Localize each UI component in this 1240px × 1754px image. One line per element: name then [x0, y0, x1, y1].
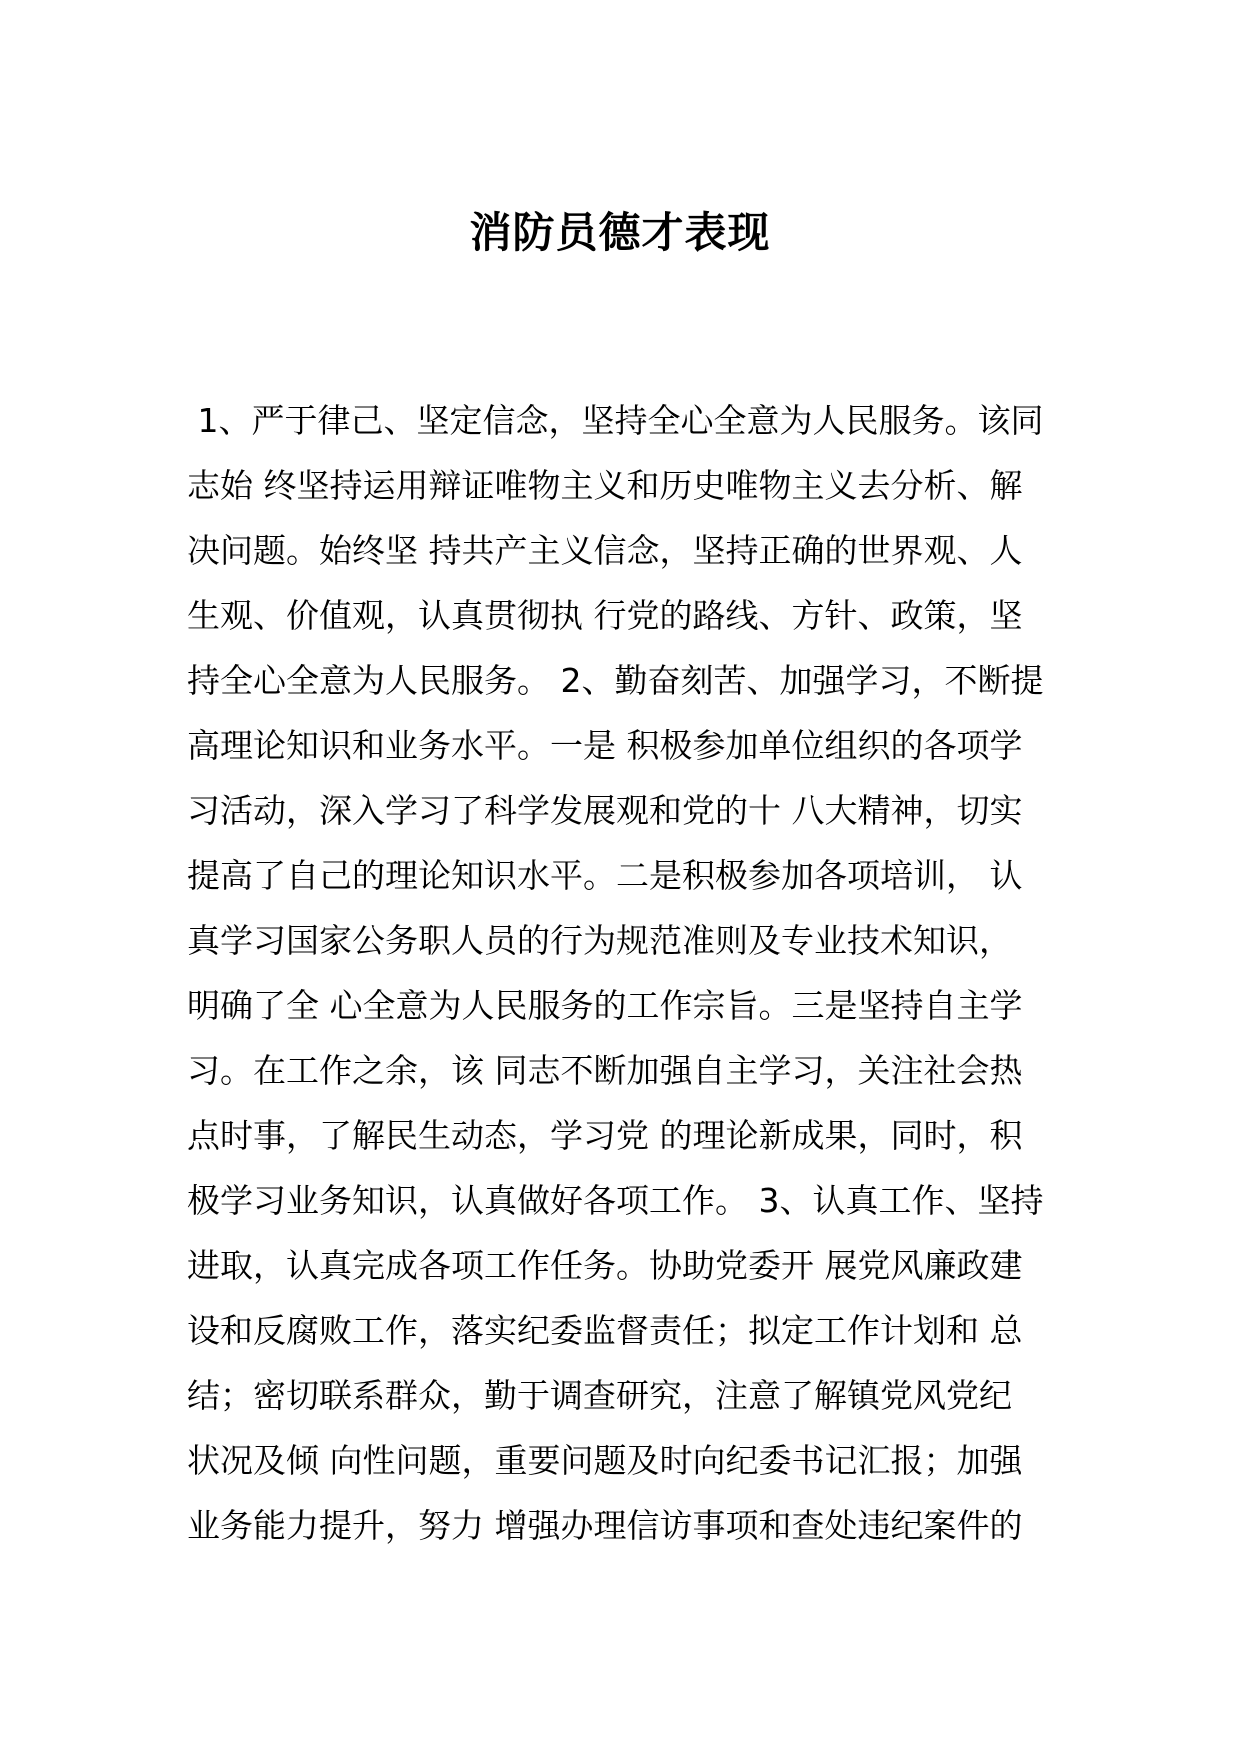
- text-line: 极学习业务知识，认真做好各项工作。 3、认真工作、坚持: [187, 1181, 1044, 1220]
- text-line: 1、严于律己、坚定信念，坚持全心全意为人民服务。该同: [187, 401, 1044, 440]
- text-line: 结；密切联系群众，勤于调查研究，注意了解镇党风党纪: [187, 1376, 1012, 1415]
- text-line: 状况及倾 向性问题，重要问题及时向纪委书记汇报；加强: [187, 1441, 1023, 1480]
- text-line: 决问题。始终坚 持共产主义信念，坚持正确的世界观、人: [187, 531, 1023, 570]
- text-line: 真学习国家公务职人员的行为规范准则及专业技术知识，: [187, 921, 1012, 960]
- text-line: 高理论知识和业务水平。一是 积极参加单位组织的各项学: [187, 726, 1023, 765]
- text-line: 生观、价值观，认真贯彻执 行党的路线、方针、政策，坚: [187, 596, 1023, 635]
- body-paragraph: [187, 388, 1057, 1558]
- text-line: 提高了自己的理论知识水平。二是积极参加各项培训， 认: [187, 856, 1023, 895]
- text-line: 习活动，深入学习了科学发展观和党的十 八大精神，切实: [187, 791, 1023, 830]
- text-line: 点时事，了解民生动态，学习党 的理论新成果，同时，积: [187, 1116, 1023, 1155]
- page-title: 消防员德才表现: [469, 208, 771, 257]
- text-line: 设和反腐败工作，落实纪委监督责任；拟定工作计划和 总: [187, 1311, 1023, 1350]
- text-line: 习。在工作之余，该 同志不断加强自主学习，关注社会热: [187, 1051, 1023, 1090]
- text-line: 持全心全意为人民服务。 2、勤奋刻苦、加强学习，不断提: [187, 661, 1044, 700]
- text-line: 明确了全 心全意为人民服务的工作宗旨。三是坚持自主学: [187, 986, 1023, 1025]
- text-line: 志始 终坚持运用辩证唯物主义和历史唯物主义去分析、解: [187, 466, 1023, 505]
- text-line: 业务能力提升，努力 增强办理信访事项和查处违纪案件的: [187, 1506, 1023, 1545]
- text-line: 进取，认真完成各项工作任务。协助党委开 展党风廉政建: [187, 1246, 1023, 1285]
